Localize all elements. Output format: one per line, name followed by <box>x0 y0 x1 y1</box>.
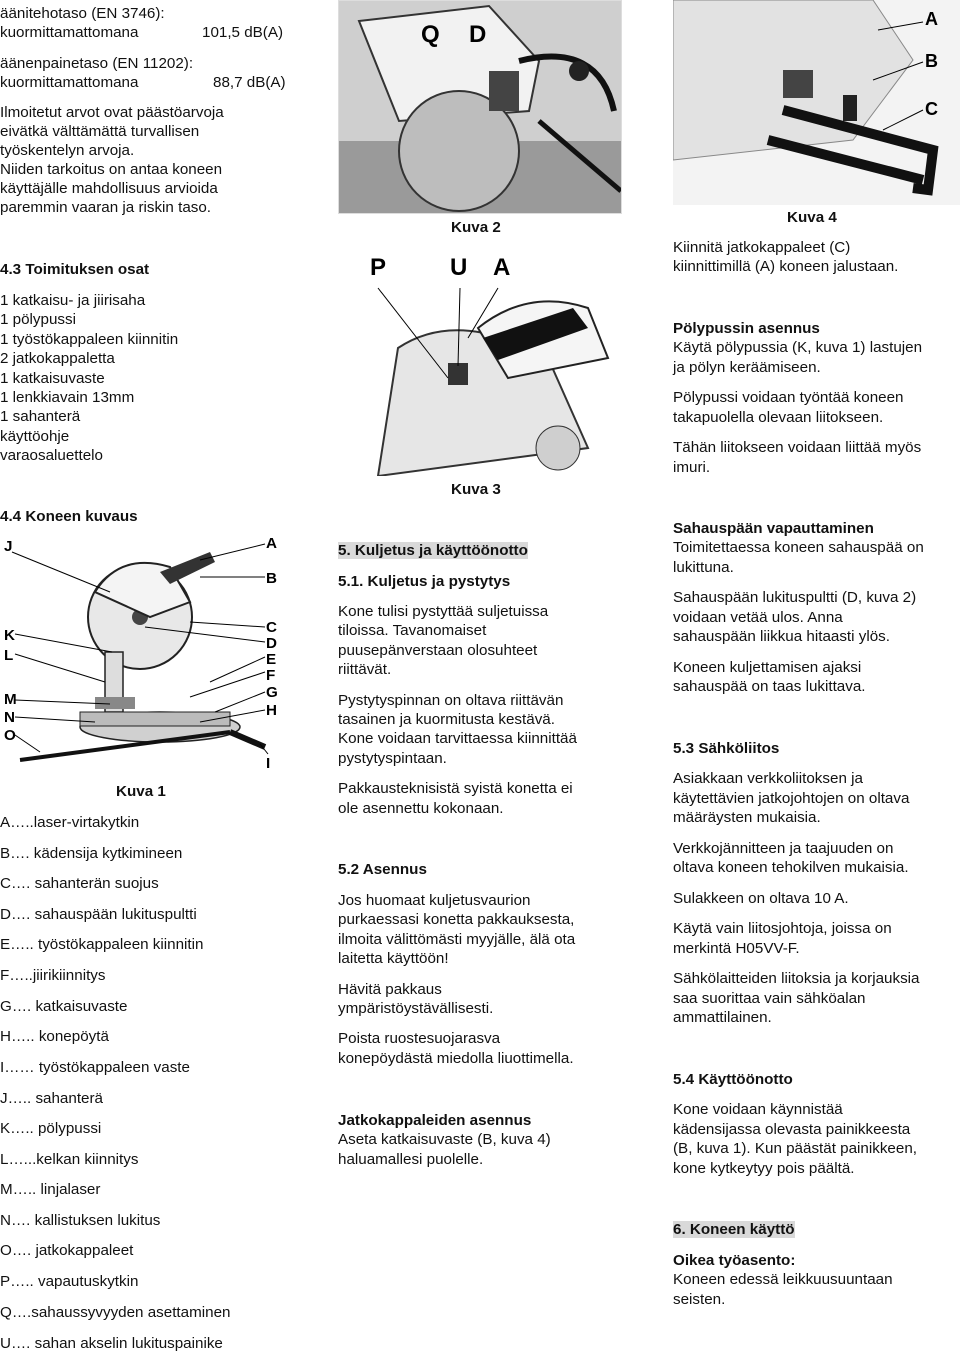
legend-item: N…. kallistuksen lukitus <box>0 1212 161 1229</box>
note-line: työskentelyn arvoja. <box>0 142 135 159</box>
extension-rail-photo <box>673 0 960 205</box>
paragraph-line: Kone voidaan tarvittaessa kiinnittää <box>338 730 577 747</box>
noise-pressure-label: äänenpainetaso (EN 11202): <box>0 55 194 72</box>
section-5-heading-text: 5. Kuljetus ja käyttöönotto <box>338 542 528 559</box>
parts-item: 1 lenkkiavain 13mm <box>0 389 135 406</box>
fig1-label-right: I <box>266 755 271 772</box>
release-heading: Sahauspään vapauttaminen <box>673 520 874 537</box>
paragraph-line: Pakkausteknisistä syistä konetta ei <box>338 780 573 797</box>
figure-3-photo <box>338 248 620 476</box>
paragraph-line: imuri. <box>673 459 711 476</box>
extension-heading: Jatkokappaleiden asennus <box>338 1112 532 1129</box>
parts-item: 1 katkaisu- ja jiirisaha <box>0 292 146 309</box>
fig1-label-right: E <box>266 651 277 668</box>
legend-item: D…. sahauspään lukituspultti <box>0 906 197 923</box>
paragraph-line: Tähän liitokseen voidaan liittää myös <box>673 439 922 456</box>
noise-power-label: äänitehotaso (EN 3746): <box>0 5 165 22</box>
paragraph-line: tiloissa. Tavanomaiset <box>338 622 487 639</box>
paragraph-line: ympäristöystävällisesti. <box>338 1000 494 1017</box>
fig3-label: P <box>370 254 387 281</box>
fig1-label-right: B <box>266 570 277 587</box>
saw-handle-photo <box>338 248 620 476</box>
section-5-2-heading: 5.2 Asennus <box>338 861 427 878</box>
legend-item: L…...kelkan kiinnitys <box>0 1151 139 1168</box>
fig1-label-left: N <box>4 709 15 726</box>
figure-2-photo <box>338 0 622 214</box>
noise-pressure-value: 88,7 dB(A) <box>213 74 286 91</box>
paragraph-line: (B, kuva 1). Kun päästät painikkeen, <box>673 1140 917 1157</box>
legend-item: H….. konepöytä <box>0 1028 109 1045</box>
paragraph-line: merkintä H05VV-F. <box>673 940 800 957</box>
legend-item: O…. jatkokappaleet <box>0 1242 134 1259</box>
paragraph-line: seisten. <box>673 1291 726 1308</box>
paragraph-line: sahauspään liikkua hitaasti ylös. <box>673 628 890 645</box>
figure-2-caption: Kuva 2 <box>451 219 501 236</box>
parts-item: 1 sahanterä <box>0 408 81 425</box>
legend-item: B…. kädensija kytkimineen <box>0 845 183 862</box>
paragraph-line: kädensijassa olevasta painikkeesta <box>673 1121 911 1138</box>
paragraph-line: puusepänverstaan olosuhteet <box>338 642 538 659</box>
legend-item: E….. työstökappaleen kiinnitin <box>0 936 204 953</box>
dust-bag-heading: Pölypussin asennus <box>673 320 820 337</box>
paragraph-line: ilmoita välittömästi myyjälle, älä ota <box>338 931 576 948</box>
fig3-label: A <box>493 254 511 281</box>
paragraph-line: ole asennettu kokonaan. <box>338 800 504 817</box>
paragraph-line: Sähkölaitteiden liitoksia ja korjauksia <box>673 970 920 987</box>
paragraph-line: pystytyspintaan. <box>338 750 447 767</box>
paragraph-line: kone kytkeytyy pois päältä. <box>673 1160 855 1177</box>
fig1-label-right: C <box>266 619 277 636</box>
fig1-label-left: K <box>4 627 15 644</box>
note-line: eivätkä välttämättä turvallisen <box>0 123 200 140</box>
paragraph-line: Toimitettaessa koneen sahauspää on <box>673 539 924 556</box>
parts-item: 2 jatkokappaletta <box>0 350 115 367</box>
parts-item: käyttöohje <box>0 428 70 445</box>
legend-item: Q….sahaussyvyyden asettaminen <box>0 1304 231 1321</box>
work-position-heading: Oikea työasento: <box>673 1252 796 1269</box>
fig4-label: A <box>925 9 938 29</box>
legend-item: U…. sahan akselin lukituspainike <box>0 1335 223 1352</box>
paragraph-line: ja pölyn keräämiseen. <box>673 359 821 376</box>
note-line: Niiden tarkoitus on antaa koneen <box>0 161 223 178</box>
fig1-label-left: O <box>4 727 16 744</box>
paragraph-line: sahauspää on taas lukittava. <box>673 678 866 695</box>
paragraph-line: Kone voidaan käynnistää <box>673 1101 843 1118</box>
fig1-label-right: H <box>266 702 277 719</box>
paragraph-line: Koneen edessä leikkuusuuntaan <box>673 1271 893 1288</box>
figure-4-photo <box>673 0 960 205</box>
paragraph-line: käytettävien jatkojohtojen on oltava <box>673 790 910 807</box>
paragraph-line: purkaessasi konetta pakkauksesta, <box>338 911 575 928</box>
figure-1-miter-saw <box>0 532 290 777</box>
legend-item: K….. pölypussi <box>0 1120 102 1137</box>
section-5-heading <box>338 541 528 560</box>
paragraph-line: lukittuna. <box>673 559 734 576</box>
fig2-label: Q <box>421 21 440 48</box>
fig3-label: U <box>450 254 468 281</box>
paragraph-line: Hävitä pakkaus <box>338 981 442 998</box>
miter-saw-drawing <box>0 532 290 777</box>
paragraph-line: Poista ruostesuojarasva <box>338 1030 501 1047</box>
parts-item: 1 pölypussi <box>0 311 76 328</box>
paragraph-line: Kone tulisi pystyttää suljetuissa <box>338 603 549 620</box>
legend-item: C…. sahanterän suojus <box>0 875 159 892</box>
parts-item: 1 katkaisuvaste <box>0 370 105 387</box>
legend-item: I…… työstökappaleen vaste <box>0 1059 190 1076</box>
fig1-label-right: D <box>266 635 277 652</box>
paragraph-line: Jos huomaat kuljetusvaurion <box>338 892 531 909</box>
paragraph-line: Koneen kuljettamisen ajaksi <box>673 659 862 676</box>
legend-item: J….. sahanterä <box>0 1090 103 1107</box>
fig1-label-right: F <box>266 667 276 684</box>
fig1-label-right: A <box>266 535 277 552</box>
note-line: Ilmoitetut arvot ovat päästöarvoja <box>0 104 224 121</box>
paragraph-line: voidaan vetää ulos. Anna <box>673 609 843 626</box>
legend-item: P….. vapautuskytkin <box>0 1273 139 1290</box>
legend-item: M….. linjalaser <box>0 1181 101 1198</box>
fig4-label: B <box>925 51 938 71</box>
legend-item: G…. katkaisuvaste <box>0 998 128 1015</box>
section-5-4-heading: 5.4 Käyttöönotto <box>673 1071 793 1088</box>
figure-1-caption: Kuva 1 <box>116 783 166 800</box>
paragraph-line: Verkkojännitteen ja taajuuden on <box>673 840 894 857</box>
figure-4-caption: Kuva 4 <box>787 209 837 226</box>
paragraph-line: Kiinnitä jatkokappaleet (C) <box>673 239 851 256</box>
paragraph-line: määräysten mukaisia. <box>673 809 821 826</box>
paragraph-line: Aseta katkaisuvaste (B, kuva 4) <box>338 1131 551 1148</box>
paragraph-line: kiinnittimillä (A) koneen jalustaan. <box>673 258 899 275</box>
paragraph-line: Käytä vain liitosjohtoja, joissa on <box>673 920 892 937</box>
parts-item: 1 työstökappaleen kiinnitin <box>0 331 179 348</box>
fig1-label-right: G <box>266 684 278 701</box>
paragraph-line: Sulakkeen on oltava 10 A. <box>673 890 849 907</box>
fig2-label: D <box>469 21 487 48</box>
note-line: käyttäjälle mahdollisuus arvioida <box>0 180 218 197</box>
paragraph-line: tasainen ja kuormitusta kestävä. <box>338 711 555 728</box>
parts-item: varaosaluettelo <box>0 447 104 464</box>
paragraph-line: takapuolella olevaan liitokseen. <box>673 409 884 426</box>
paragraph-line: saa suorittaa vain sähköalan <box>673 990 866 1007</box>
legend-item: F…..jiirikiinnitys <box>0 967 106 984</box>
fig1-label-left: L <box>4 647 14 664</box>
note-line: paremmin vaaran ja riskin taso. <box>0 199 212 216</box>
paragraph-line: Asiakkaan verkkoliitoksen ja <box>673 770 863 787</box>
paragraph-line: konepöydästä miedolla liuottimella. <box>338 1050 574 1067</box>
paragraph-line: Pystytyspinnan on oltava riittävän <box>338 692 564 709</box>
paragraph-line: Sahauspään lukituspultti (D, kuva 2) <box>673 589 917 606</box>
paragraph-line: oltava koneen tehokilven mukaisia. <box>673 859 909 876</box>
paragraph-line: Käytä pölypussia (K, kuva 1) lastujen <box>673 339 923 356</box>
paragraph-line: Pölypussi voidaan työntää koneen <box>673 389 904 406</box>
noise-power-value: 101,5 dB(A) <box>202 24 284 41</box>
section-6-heading <box>673 1220 795 1239</box>
legend-item: A…..laser-virtakytkin <box>0 814 140 831</box>
fig4-label: C <box>925 99 938 119</box>
paragraph-line: riittävät. <box>338 661 392 678</box>
noise-power-condition: kuormittamattomana <box>0 24 139 41</box>
noise-pressure-condition: kuormittamattomana <box>0 74 139 91</box>
section-5-3-heading: 5.3 Sähköliitos <box>673 740 780 757</box>
fig1-label-left: M <box>4 691 17 708</box>
paragraph-line: haluamallesi puolelle. <box>338 1151 484 1168</box>
section-6-heading-text: 6. Koneen käyttö <box>673 1221 795 1238</box>
description-heading: 4.4 Koneen kuvaus <box>0 508 138 525</box>
figure-3-caption: Kuva 3 <box>451 481 501 498</box>
parts-heading: 4.3 Toimituksen osat <box>0 261 150 278</box>
paragraph-line: ammattilainen. <box>673 1009 772 1026</box>
fig1-label-left: J <box>4 538 13 555</box>
paragraph-line: laitetta käyttöön! <box>338 950 449 967</box>
section-5-1-heading: 5.1. Kuljetus ja pystytys <box>338 573 511 590</box>
